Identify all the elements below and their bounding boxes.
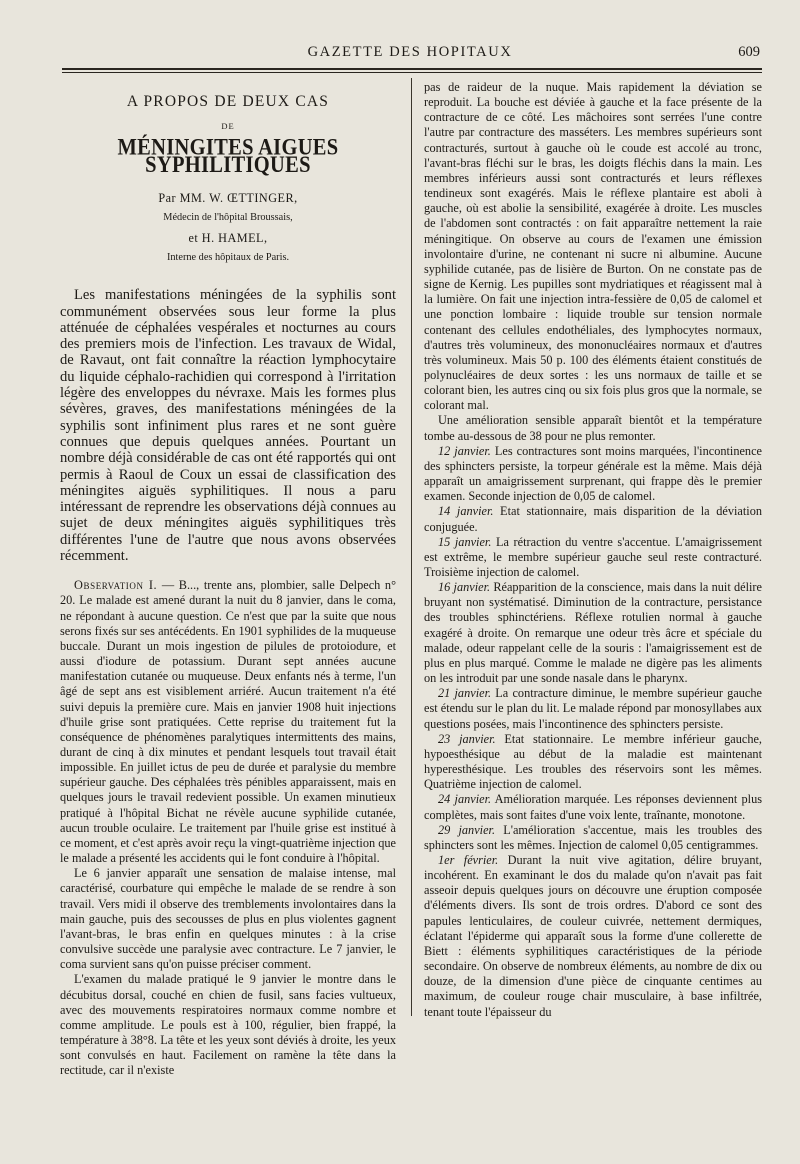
- entry-date: 12 janvier.: [438, 443, 491, 458]
- entry-date: 29 janvier.: [438, 822, 496, 837]
- header-rule-thin: [62, 72, 762, 73]
- entry-text: Réapparition de la conscience, mais dans la nuit délire bruyant non systématisé. Diminution de la contracture, persistance des troubles sphinctériens. Réflexe rotulien normal à gauche exagéré à droite. On remarque une odeur très âcre et spéciale du malade, odeur rappelant celle de la souris : l'amaigrissement est de plus en plus marqué. Comme le malade ne digère pas les aliments on les introduit par une sonde nasale dans le pharynx.: [424, 580, 762, 686]
- entry-date: 23 janvier.: [438, 731, 496, 746]
- journal-entry: [424, 444, 762, 505]
- entry-text: Etat stationnaire. Le membre inférieur gauche, hypoesthésique au début de la maladie est maintenant hyperesthésique. Les troubles des réservoirs sont les mêmes. Quatrième injection de calomel.: [424, 731, 763, 792]
- author-1: Par MM. W. ŒTTINGER,: [158, 190, 298, 205]
- author-2: et H. HAMEL,: [188, 230, 268, 245]
- journal-entry: [424, 580, 762, 686]
- entry-text: L'amélioration s'accentue, mais les troubles des sphincters sont les mêmes. Injection de calomel 0,05 centigrammes.: [424, 822, 762, 852]
- journal-entry: [424, 792, 762, 822]
- entry-date: 15 janvier.: [438, 534, 492, 549]
- entry-date: 24 janvier.: [438, 792, 492, 807]
- entry-date: 16 janvier.: [438, 580, 491, 595]
- body-paragraph: pas de raideur de la nuque. Mais rapidement la déviation se reproduit. La bouche est déviée à gauche et la face présente de la contracture de ce côté. Les mâchoires sont serrées l'une contre l'autre par contracture des masséters. Les membres supérieurs sont contracturés, surtout à gauche où le coude est accolé au tronc, l'avant-bras fléchi sur le bras, les doigts fléchis dans la main. Les membres inférieurs aussi sont contracturés et leurs réflexes tendineux sont exagérés. Mais le réflexe plantaire est aboli à gauche, où est abolie la sensibilité, exagérée à droite. Les muscles de l'abdomen sont contractés : on fait apparaître nettement la raie méningitique. On observe au cours de l'examen une émission involontaire d'urine, ne contenant ni sucre ni albumine. Aucune syphilide cutanée, pas de lisière de Burton. On ne constate pas de signe de Kernig. Les pupilles sont mydriatiques et réagissent mal à la lumière. On fait une injection intra-fessière de 0,05 de calomel et une ponction lombaire : liquide trouble sur tension normale contenant des cellules endothéliales, des lymphocytes normaux, d'autres très volumineux, des mononucléaires normaux et d'autres très volumineux. Mais 50 p. 100 des éléments étaient constitués de polynucléaires de deux sortes : les uns normaux de taille et se colorant bien, les autres cinq ou six fois plus gros que la normale, se colorant mal.: [424, 80, 762, 413]
- entry-text: La contracture diminue, le membre supérieur gauche est étendu sur le plan du lit. Le malade répond par monosyllabes aux questions posées, mais l'incontinence des sphincters persiste.: [424, 686, 762, 731]
- running-title: GAZETTE DES HOPITAUX: [307, 44, 513, 60]
- body-paragraph: Le 6 janvier apparaît une sensation de malaise intense, mal caractérisé, courbature qui empêche le malade de se rendre à son travail. Vers midi il observe des tremblements involontaires dans la main gauche, puis des secousses de plus en plus violentes gagnent l'avant-bras, le bras enfin en quelques minutes : à la crise convulsive succède une paralysie avec contracture. Le 7 janvier, le coma survient sans qu'on puisse préciser comment.: [60, 866, 396, 972]
- entry-text: Les contractures sont moins marquées, l'incontinence des sphincters persiste, la torpeur générale est la même. Mais déjà apparaît un amaigrissement surprenant, qui frappe dès le premier examen. Seconde injection de 0,05 de calomel.: [424, 443, 762, 504]
- entry-text: Durant la nuit vive agitation, délire bruyant, incohérent. En examinant le dos du malade qu'on n'avait pas fait asseoir depuis quelques jours on découvre une éruption composée d'éléments divers. Ils sont de trois ordres. D'abord ce sont des papules lenticulaires, de couleur cuivrée, nettement dermiques, éclatant l'épiderme qui apparaît sous la forme d'une collerette de Biett : éléments syphilitiques caractéristiques de la période secondaire. On observe de nombreux éléments, au nombre de dix ou douze, de la dimension d'une pièce de cinquante centimes au maximum, de couleur rouge chair musculaire, à base infiltrée, tenant toute l'épaisseur du: [424, 852, 762, 1019]
- journal-entry: [424, 686, 762, 731]
- observation-paragraph: [60, 578, 396, 866]
- journal-entry: [424, 823, 762, 853]
- running-head: [60, 40, 760, 64]
- entry-date: 14 janvier.: [438, 504, 494, 519]
- header-rule-thick: [62, 68, 762, 70]
- intro-paragraph: Les manifestations méningées de la syphilis sont communément observées sous leur forme la plus atténuée de céphalées vespérales et nocturnes au cours des premiers mois de l'infection. Les travaux de Widal, de Ravaut, ont fait connaître la réaction lymphocytaire du liquide céphalo-rachidien qui correspond à l'irritation légère des enveloppes du névraxe. Mais les formes plus sévères, graves, des manifestations méningées de la syphilis sont infiniment plus rares et ne sont guère connues que depuis quelques années. Pourtant un nombre déjà considérable de cas ont été rapportés qui ont permis à Raoul de Coux un essai de classification des méningites aiguës syphilitiques. Il nous a paru intéressant de reprendre les observations déjà connues au sujet de deux méningites aiguës syphilitiques très différentes l'une de l'autre que nous avons observées récemment.: [60, 287, 396, 564]
- entry-date: 1er février.: [438, 852, 499, 867]
- column-divider: [411, 78, 412, 1016]
- entry-date: 21 janvier.: [438, 686, 492, 701]
- observation-label: Observation I.: [74, 578, 158, 593]
- right-column: [424, 80, 762, 1020]
- entry-text: Etat stationnaire, mais disparition de la déviation conjuguée.: [424, 504, 762, 534]
- page-number: 609: [738, 44, 760, 60]
- journal-entry: [424, 732, 762, 793]
- left-column: [60, 80, 396, 1078]
- observation-text: — B..., trente ans, plombier, salle Delpech n° 20. Le malade est amené durant la nuit du 8 janvier, dans le coma, ne répondant à aucune question. Ce n'est que par la suite que nous serons fixés sur ses antécédents. En 1901 syphilides de la muqueuse buccale. Durant un mois ingestion de pilules de protoiodure, et aussi d'iodure de potassium. Durant sept années aucune manifestation cutanée ou muqueuse. Deux enfants nés à terme, l'un âgé de sept ans est visiblement arriéré. Aucun traitement n'a été suivi depuis la première cure. Mais en janvier 1908 huit injections d'huile grise sont pratiquées. Cette reprise du traitement fut la conséquence de phénomènes paralytiques intermittents des mains, durant de cinq à dix minutes et pendant lesquels tout travail était impossible. En juillet ictus de peu de durée et paralysie du membre supérieur gauche. Des céphalées très pénibles apparaissent, mais en quelques jours le travail redevient possible. Un examen minutieux pratiqué à l'hôpital Bichat ne révèle aucune syphilide cutanée, aucun trouble oculaire. Le traitement par l'huile grise est institué à ce moment, et c'est après avoir reçu la vingt-quatrième injection que le malade a présenté les accidents qui le font conduire à l'hôpital.: [60, 578, 396, 866]
- article-pre-title: A PROPOS DE DEUX CAS: [126, 93, 330, 110]
- entry-text: Amélioration marquée. Les réponses deviennent plus complètes, mais sont faites d'une voix lente, traînante, monotone.: [424, 792, 762, 822]
- affiliation-2: Interne des hôpitaux de Paris.: [166, 252, 290, 264]
- affiliation-1: Médecin de l'hôpital Broussais,: [163, 211, 293, 223]
- entry-text: La rétraction du ventre s'accentue. L'amaigrissement est extrême, le membre supérieur gauche seul reste contracturé. Troisième injection de calomel.: [424, 534, 762, 579]
- article-title: MÉNINGITES AIGUES SYPHILITIQUES: [117, 135, 339, 179]
- body-paragraph: Une amélioration sensible apparaît bientôt et la température tombe au-dessous de 38 pour ne plus remonter.: [424, 413, 762, 443]
- journal-entry: [424, 853, 762, 1020]
- body-paragraph: L'examen du malade pratiqué le 9 janvier le montre dans le décubitus dorsal, couché en chien de fusil, sans facies vultueux, avec des mouvements respiratoires normaux comme nombre et comme amplitude. Le pouls est à 100, régulier, bien frappé, la température à 38°8. La tête et les yeux sont déviés à droite, les yeux sont convulsés en haut. Facilement on ramène la tête dans la rectitude, car il n'existe: [60, 972, 396, 1078]
- journal-entry: [424, 504, 762, 534]
- journal-entry: [424, 535, 762, 580]
- article-title-connector: DE: [221, 121, 235, 132]
